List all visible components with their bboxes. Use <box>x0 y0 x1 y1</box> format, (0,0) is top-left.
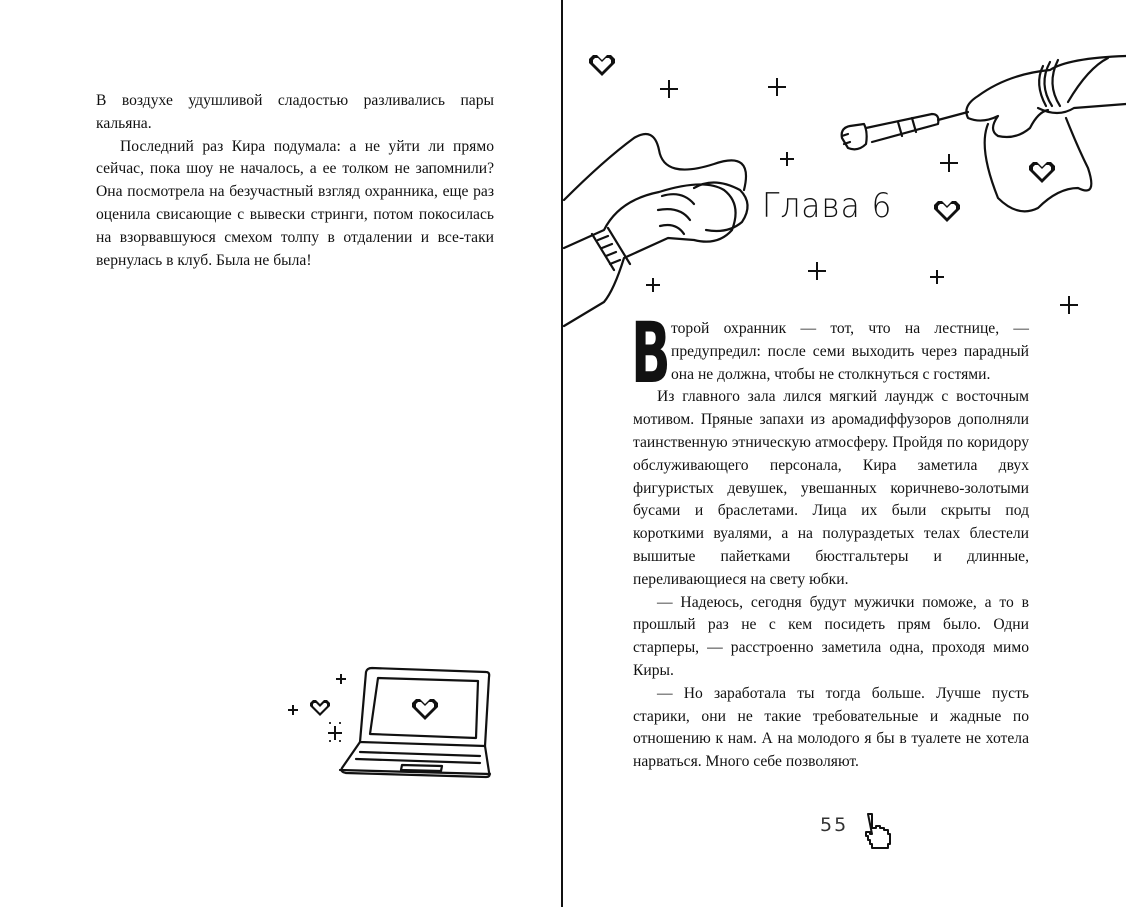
left-page-text <box>96 90 494 272</box>
sparkle-icon <box>930 270 944 284</box>
decorative-sparkles <box>564 40 1126 330</box>
page-number: 55 <box>820 814 849 836</box>
first-paragraph <box>631 304 1029 402</box>
right-paragraph-2: Из главного зала лился мягкий лаундж с восточным мотивом. Пряные запахи из аромадиффузоров дополняли таинственную этническую атмосферу. Пройдя по коридору обслуживающего персонала, Кира заметила двух фигуристых девушек, увешанных коричнево-золотыми бусами и браслетами. Лица их были скрыты под короткими вуалями, а на полураздетых телах блестели вышитые пайетками бюстгальтеры и длинные, переливающиеся на свету юбки. <box>633 388 1029 588</box>
right-paragraph-3: — Надеюсь, сегодня будут мужички поможе, а то в прошлый раз не с кем посидеть прям было. Одни старперы, — расстроенно заметила одна, проходя мимо Киры. <box>633 593 1029 679</box>
left-paragraph-2: Последний раз Кира подумала: а не уйти ли прямо сейчас, пока шоу не началось, а ее толком не запомнили? Она посмотрела на безучастный взгляд охранника, еще раз оценила свисающие с вывески стринги, потом покосилась на взорвавшуюся смехом толпу в отдалении и все-таки вернулась в клуб. Была не была! <box>96 137 494 269</box>
pointing-hand-icon <box>862 812 894 848</box>
pixel-heart-icon <box>589 55 615 76</box>
first-paragraph-text: торой охранник — тот, что на лестнице, — предупредил: после семи выходить через парадный она не должна, чтобы не столкнуться с гостями. <box>671 320 1029 383</box>
chapter-title: Глава 6 <box>762 186 893 226</box>
sparkle-icon <box>780 152 794 166</box>
right-page-text <box>631 304 1029 774</box>
right-paragraph-4: — Но заработала ты тогда больше. Лучше пусть старики, они не такие требовательные и жадные по отношению к нам. А на молодого я бы в туалете не хотела нарваться. Много себе позволяют. <box>633 684 1029 771</box>
laptop-heart-icon <box>280 660 500 780</box>
sparkle-icon <box>646 278 660 292</box>
sparkle-icon <box>1060 296 1078 314</box>
pixel-heart-icon <box>934 201 960 222</box>
sparkle-icon <box>940 154 958 172</box>
book-gutter <box>561 0 563 907</box>
sparkle-icon <box>808 262 826 280</box>
sparkle-icon <box>768 78 786 96</box>
left-paragraph-1: В воздухе удушливой сладостью разливались пары кальяна. <box>96 92 494 132</box>
sparkle-icon <box>660 80 678 98</box>
drop-cap: В <box>631 304 671 402</box>
